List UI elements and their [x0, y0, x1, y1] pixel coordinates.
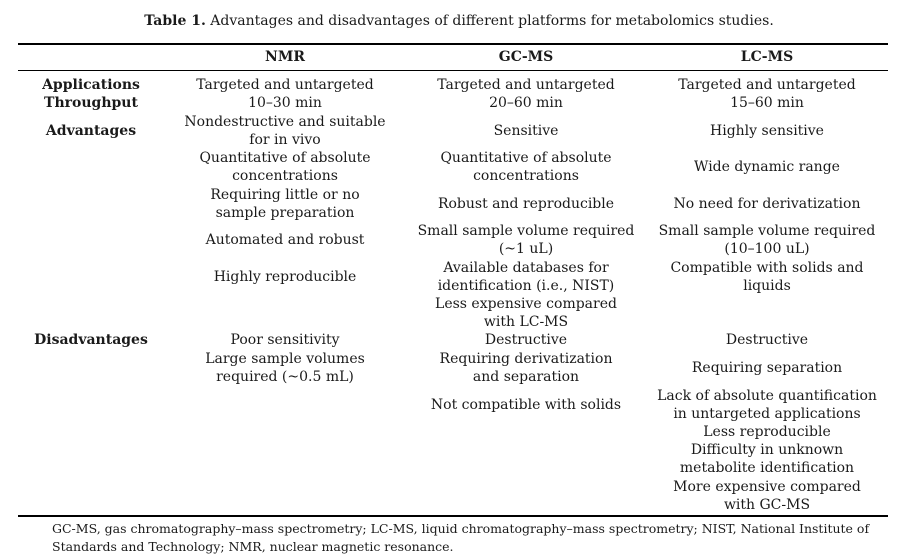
lcms-disadvantage-3: Lack of absolute quantification in untargeted applications — [657, 388, 877, 422]
table-footnote: GC-MS, gas chromatography–mass spectrometry; LC-MS, liquid chromatography–mass spectrometry; NIST, National Institute of Standards and Technology; NMR, nuclear magnetic resonance. — [52, 521, 870, 554]
header-gcms: GC-MS — [498, 49, 554, 65]
row-label-advantages: Advantages — [45, 123, 137, 139]
gcms-advantage-4: Small sample volume required (~1 uL) — [417, 223, 635, 257]
gcms-disadvantage-2: Requiring derivatization and separation — [439, 351, 613, 385]
nmr-disadvantage-1: Poor sensitivity — [230, 332, 340, 348]
nmr-advantage-5: Highly reproducible — [213, 269, 357, 285]
nmr-disadvantage-2: Large sample volumes required (~0.5 mL) — [205, 351, 365, 385]
lcms-disadvantage-2: Requiring separation — [691, 360, 843, 376]
gcms-advantage-2: Quantitative of absolute concentrations — [440, 150, 612, 184]
row-label-throughput: Throughput — [44, 95, 138, 111]
lcms-disadvantage-6: More expensive compared with GC-MS — [673, 479, 861, 513]
row-label-disadvantages: Disadvantages — [34, 332, 148, 348]
header-lcms: LC-MS — [740, 49, 794, 65]
header-nmr: NMR — [265, 49, 305, 65]
gcms-disadvantage-3: Not compatible with solids — [430, 397, 622, 413]
gcms-advantage-6: Less expensive compared with LC-MS — [435, 296, 617, 330]
gcms-throughput: 20–60 min — [489, 95, 563, 111]
nmr-applications: Targeted and untargeted — [196, 77, 374, 93]
nmr-advantage-1: Nondestructive and suitable for in vivo — [184, 114, 386, 148]
lcms-advantage-4: Small sample volume required (10–100 uL) — [658, 223, 876, 257]
lcms-applications: Targeted and untargeted — [678, 77, 856, 93]
bottom-rule — [18, 515, 888, 517]
top-rule — [18, 43, 888, 45]
gcms-disadvantage-1: Destructive — [484, 332, 568, 348]
lcms-throughput: 15–60 min — [730, 95, 804, 111]
table-caption-text: Advantages and disadvantages of different platforms for metabolomics studies. — [205, 13, 774, 29]
row-label-applications: Applications — [42, 77, 140, 93]
nmr-throughput: 10–30 min — [248, 95, 322, 111]
nmr-advantage-3: Requiring little or no sample preparation — [210, 187, 360, 221]
lcms-advantage-3: No need for derivatization — [673, 196, 861, 212]
lcms-disadvantage-1: Destructive — [725, 332, 809, 348]
lcms-disadvantage-5: Difficulty in unknown metabolite identification — [679, 442, 855, 476]
lcms-advantage-5: Compatible with solids and liquids — [670, 260, 864, 294]
table-caption — [0, 13, 918, 29]
gcms-applications: Targeted and untargeted — [437, 77, 615, 93]
nmr-advantage-4: Automated and robust — [205, 232, 365, 248]
lcms-advantage-2: Wide dynamic range — [694, 159, 840, 175]
gcms-advantage-5: Available databases for identification (i.e., NIST) — [437, 260, 615, 294]
header-rule — [18, 70, 888, 71]
lcms-disadvantage-4: Less reproducible — [703, 424, 831, 440]
nmr-advantage-2: Quantitative of absolute concentrations — [199, 150, 371, 184]
gcms-advantage-3: Robust and reproducible — [437, 196, 615, 212]
gcms-advantage-1: Sensitive — [493, 123, 559, 139]
lcms-advantage-1: Highly sensitive — [710, 123, 824, 139]
table-caption-label: Table 1. — [144, 13, 206, 29]
